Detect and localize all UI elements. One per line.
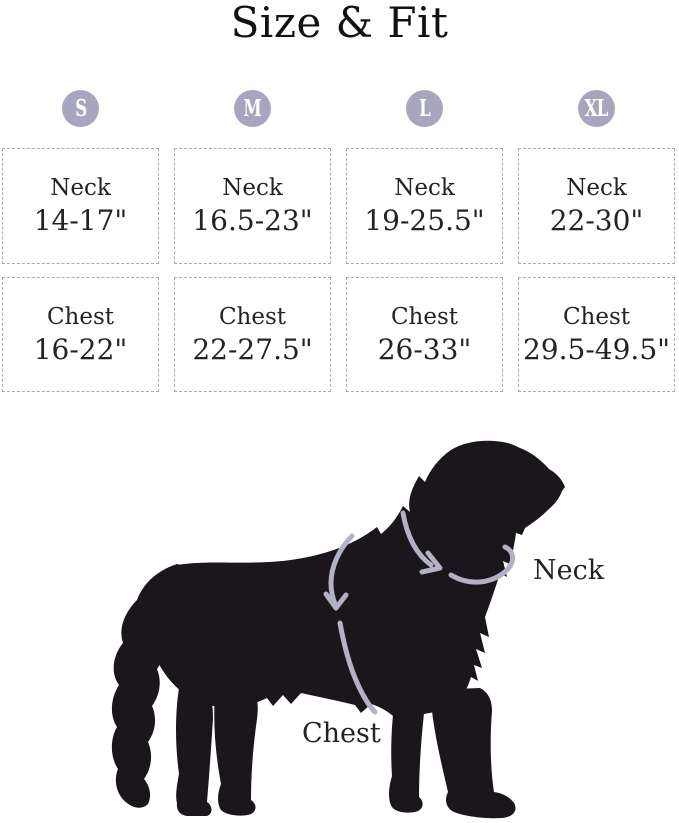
size-badge-s: S: [62, 90, 99, 127]
neck-cell-label: Neck: [394, 175, 455, 201]
dog-front-leg: [389, 689, 424, 813]
size-badge-l: L: [406, 90, 443, 127]
size-badge-xl: XL: [578, 90, 615, 127]
dog-rear-leg: [214, 690, 258, 816]
chest-cell-label: Chest: [562, 303, 631, 330]
neck-cell-value: 14-17": [33, 204, 128, 237]
dog-front-leg: [430, 688, 516, 818]
chest-cell-value: 26-33": [377, 332, 472, 366]
neck-cell-value: 19-25.5": [364, 204, 485, 237]
chest-cell-value: 29.5-49.5": [522, 332, 671, 366]
neck-cell-label: Neck: [222, 175, 283, 201]
neck-diagram-label: Neck: [533, 555, 605, 586]
dog-rear-leg: [176, 687, 213, 816]
chest-cell-label: Chest: [46, 303, 115, 330]
neck-cell-value: 22-30": [549, 204, 644, 237]
dog-tail: [112, 564, 181, 808]
neck-cell-value: 16.5-23": [192, 204, 313, 237]
chest-cell-value: 16-22": [33, 332, 128, 366]
page-title: Size & Fit: [230, 0, 449, 47]
chest-cell-value: 22-27.5": [192, 332, 313, 366]
neck-cell-label: Neck: [50, 175, 111, 201]
size-badge-m: M: [234, 90, 271, 127]
chest-diagram-label: Chest: [302, 718, 381, 749]
neck-cell-label: Neck: [566, 175, 627, 201]
chest-cell-label: Chest: [390, 303, 459, 330]
chest-cell-label: Chest: [218, 303, 287, 330]
